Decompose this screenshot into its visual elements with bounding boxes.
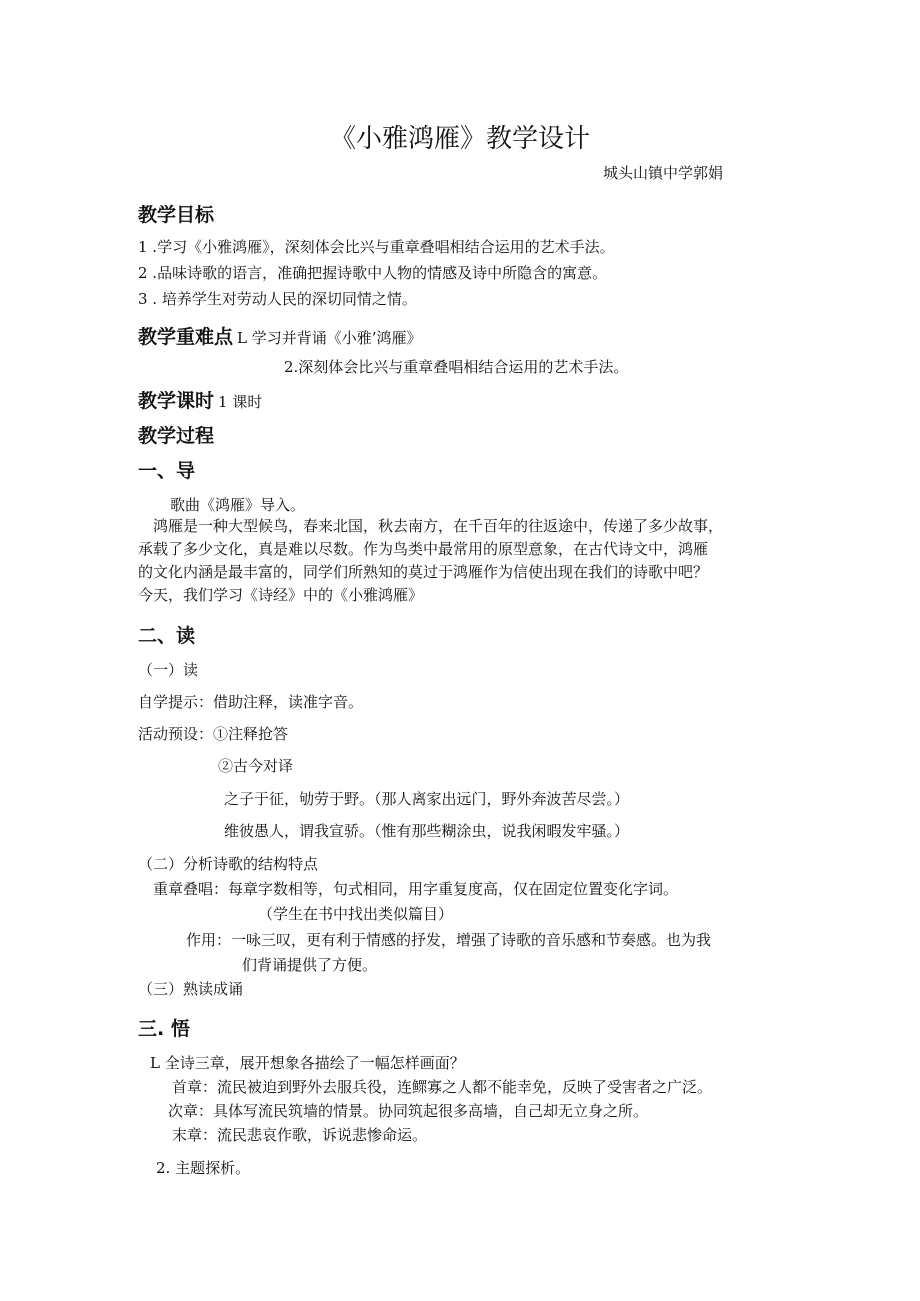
section1-line-4: 今天，我们学习《诗经》中的《小雅鸿雁》 bbox=[138, 586, 424, 604]
document-title: 《小雅鸿雁》教学设计 bbox=[329, 124, 590, 154]
goal-item-2: 2 .品味诗歌的语言，准确把握诗歌中人物的情感及诗中所隐含的寓意。 bbox=[138, 264, 608, 282]
question-2: 2. 主题探析。 bbox=[156, 1159, 251, 1177]
heading-section-1: 一、导 bbox=[138, 460, 196, 482]
effect-line-1: 作用：一咏三叹，更有利于情感的抒发，增强了诗歌的音乐感和节奏感。也为我 bbox=[186, 931, 712, 949]
section2-sub-2: （二）分析诗歌的结构特点 bbox=[138, 855, 319, 873]
heading-section-3: 三. 悟 bbox=[138, 1018, 190, 1040]
hours-line bbox=[138, 386, 262, 413]
section2-sub-1: （一）读 bbox=[138, 661, 199, 679]
heading-goals: 教学目标 bbox=[138, 204, 215, 226]
chapter-3-summary: 末章：流民悲哀作歌，诉说悲惨命运。 bbox=[172, 1126, 428, 1144]
translation-example-2: 维彼愚人，谓我宣骄。（惟有那些糊涂虫，说我闲暇发牢骚。） bbox=[224, 822, 630, 840]
key-point-1: L 学习并背诵《小雅’鸿雁》 bbox=[237, 329, 422, 347]
activity-line-1: 活动预设：①注释抢答 bbox=[138, 725, 289, 743]
activity-line-2: ②古今对译 bbox=[218, 757, 294, 775]
goal-item-1: 1 .学习《小雅鸿雁》，深刻体会比兴与重章叠唱相结合运用的艺术手法。 bbox=[138, 238, 615, 256]
section2-sub-3: （三）熟读成诵 bbox=[138, 980, 244, 998]
key-point-2: 2.深刻体会比兴与重章叠唱相结合运用的艺术手法。 bbox=[284, 358, 629, 376]
self-study-hint: 自学提示：借助注释，读准字音。 bbox=[138, 693, 364, 711]
heading-process: 教学过程 bbox=[138, 425, 215, 447]
section1-line-2: 承载了多少文化，真是难以尽数。作为鸟类中最常用的原型意象，在古代诗文中，鸿雁 bbox=[138, 540, 709, 558]
heading-key-points: 教学重难点 bbox=[138, 326, 234, 348]
effect-line-2: 们背诵提供了方便。 bbox=[242, 956, 378, 974]
goal-item-3: 3 . 培养学生对劳动人民的深切同情之情。 bbox=[138, 290, 417, 308]
question-1: L 全诗三章，展开想象各描绘了一幅怎样画面？ bbox=[150, 1054, 465, 1072]
section1-line-3: 的文化内涵是最丰富的，同学们所熟知的莫过于鸿雁作为信使出现在我们的诗歌中吧？ bbox=[138, 563, 709, 581]
chapter-2-summary: 次章：具体写流民筑墙的情景。协同筑起很多高墙，自己却无立身之所。 bbox=[168, 1102, 649, 1120]
repeat-note: （学生在书中找出类似篇目） bbox=[258, 905, 454, 923]
section1-line-1: 鸿雁是一种大型候鸟，春来北国，秋去南方，在千百年的往返途中，传递了多少故事， bbox=[153, 517, 724, 535]
section1-intro: 歌曲《鸿雁》导入。 bbox=[170, 496, 306, 514]
author-line: 城头山镇中学郭娟 bbox=[603, 164, 724, 182]
hours-value: 1 课时 bbox=[218, 393, 263, 411]
heading-section-2: 二、读 bbox=[138, 625, 196, 647]
repeat-structure-line: 重章叠唱：每章字数相等，句式相同，用字重复度高，仅在固定位置变化字词。 bbox=[153, 880, 679, 898]
key-points-line bbox=[138, 322, 422, 349]
section1-paragraph bbox=[138, 515, 798, 607]
heading-hours: 教学课时 bbox=[138, 390, 215, 412]
chapter-1-summary: 首章：流民被迫到野外去服兵役，连鳏寡之人都不能幸免，反映了受害者之广泛。 bbox=[172, 1078, 713, 1096]
translation-example-1: 之子于征，劬劳于野。（那人离家出远门，野外奔波苦尽尝。） bbox=[224, 790, 630, 808]
